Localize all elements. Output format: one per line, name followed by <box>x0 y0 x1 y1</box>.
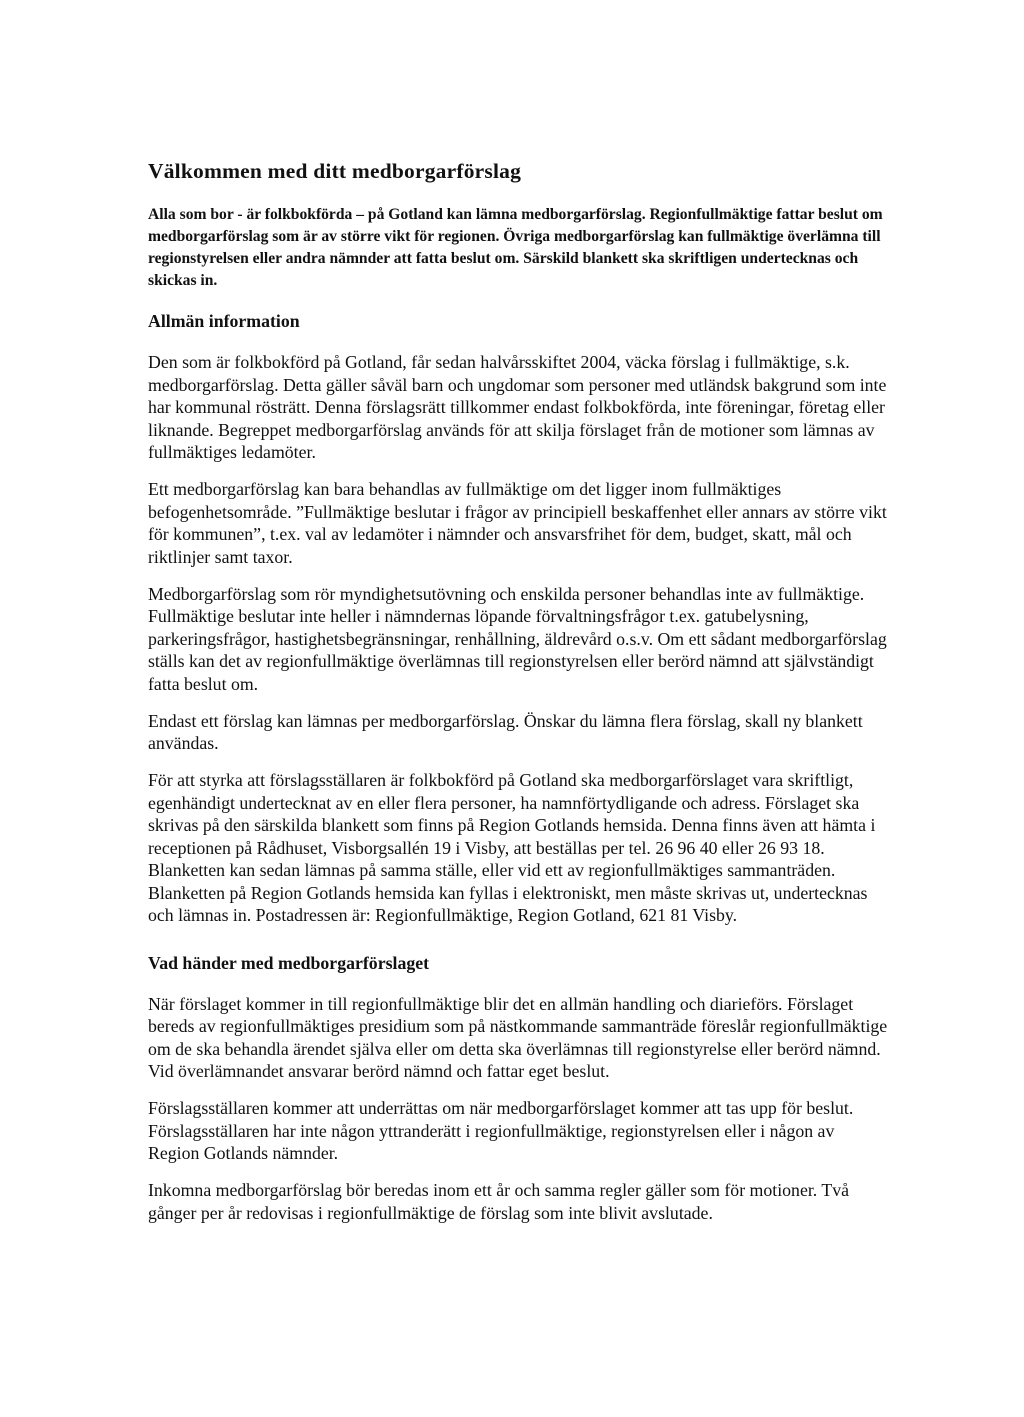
document-page <box>148 158 888 1239</box>
section1-paragraph: Endast ett förslag kan lämnas per medborgarförslag. Önskar du lämna flera förslag, skall ny blankett användas. <box>148 710 863 753</box>
document-title: Välkommen med ditt medborgarförslag <box>148 159 522 183</box>
section1-paragraph: Den som är folkbokförd på Gotland, får sedan halvårsskiftet 2004, väcka förslag i fullmäktige, s.k. medborgarförslag. Detta gäller såväl barn och ungdomar som personer med utländsk bakgrund som inte har kommunal rösträtt. Denna förslagsrätt tillkommer endast folkbokförda, inte föreningar, företag eller liknande. Begreppet medborgarförslag används för att skilja förslaget från de motioner som lämnas av fullmäktiges ledamöter. <box>148 352 887 462</box>
section-heading-vad-hander: Vad händer med medborgarförslaget <box>148 952 430 973</box>
section1-paragraph: Medborgarförslag som rör myndighetsutövning och enskilda personer behandlas inte av fullmäktige. Fullmäktige beslutar inte heller i nämndernas löpande förvaltningsfrågor t.ex. gatubelysning, parkeringsfrågor, hastighetsbegränsningar, renhållning, äldrevård o.s.v. Om ett sådant medborgarförslag ställs kan det av regionfullmäktige överlämnas till regionstyrelsen eller berörd nämnd att självständigt fatta beslut om. <box>148 583 887 694</box>
section-heading-allman-information: Allmän information <box>148 311 300 331</box>
intro-text: Alla som bor - är folkbokförda – på Gotland kan lämna medborgarförslag. Regionfullmäktige fattar beslut om medborgarförslag som är av större vikt för regionen. Övriga medborgarförslag kan fullmäktige överlämna till regionstyrelsen eller andra nämnder att fatta beslut om. Särskild blankett ska skriftligen undertecknas och skickas in. <box>148 206 883 289</box>
section2-paragraph: När förslaget kommer in till regionfullmäktige blir det en allmän handling och diarieförs. Förslaget bereds av regionfullmäktiges presidium som på nästkommande sammanträde föreslår regionfullmäktige om de ska behandla ärendet själva eller om detta ska överlämnas till regionstyrelse eller berörd nämnd. Vid överlämnandet ansvarar berörd nämnd och fattar eget beslut. <box>148 993 888 1081</box>
section2-paragraph: Inkomna medborgarförslag bör beredas inom ett år och samma regler gäller som för motioner. Två gånger per år redovisas i regionfullmäktige de förslag som inte blivit avslutade. <box>148 1180 849 1223</box>
section1-paragraph: Ett medborgarförslag kan bara behandlas av fullmäktige om det ligger inom fullmäktiges befogenhetsområde. ”Fullmäktige beslutar i frågor av principiell beskaffenhet eller annars av större vikt för kommunen”, t.ex. val av ledamöter i nämnder och ansvarsfrihet för dem, budget, skatt, mål och riktlinjer samt taxor. <box>148 479 887 567</box>
section1-paragraph: För att styrka att förslagsställaren är folkbokförd på Gotland ska medborgarförslaget vara skriftligt, egenhändigt undertecknat av en eller flera personer, ha namnförtydligande och adress. Förslaget ska skrivas på den särskilda blankett som finns på Region Gotlands hemsida. Denna finns även att hämta i receptionen på Rådhuset, Visborgsallén 19 i Visby, att beställas per tel. 26 96 40 eller 26 93 18. Blanketten kan sedan lämnas på samma ställe, eller vid ett av regionfullmäktiges sammanträden. Blanketten på Region Gotlands hemsida kan fyllas i elektroniskt, men måste skrivas ut, undertecknas och lämnas in. Postadressen är: Regionfullmäktige, Region Gotland, 621 81 Visby. <box>148 770 876 925</box>
section2-paragraph: Förslagsställaren kommer att underrättas om när medborgarförslaget kommer att tas upp för beslut. Förslagsställaren har inte någon yttranderätt i regionfullmäktige, regionstyrelsen eller i någon av Region Gotlands nämnder. <box>148 1098 854 1163</box>
